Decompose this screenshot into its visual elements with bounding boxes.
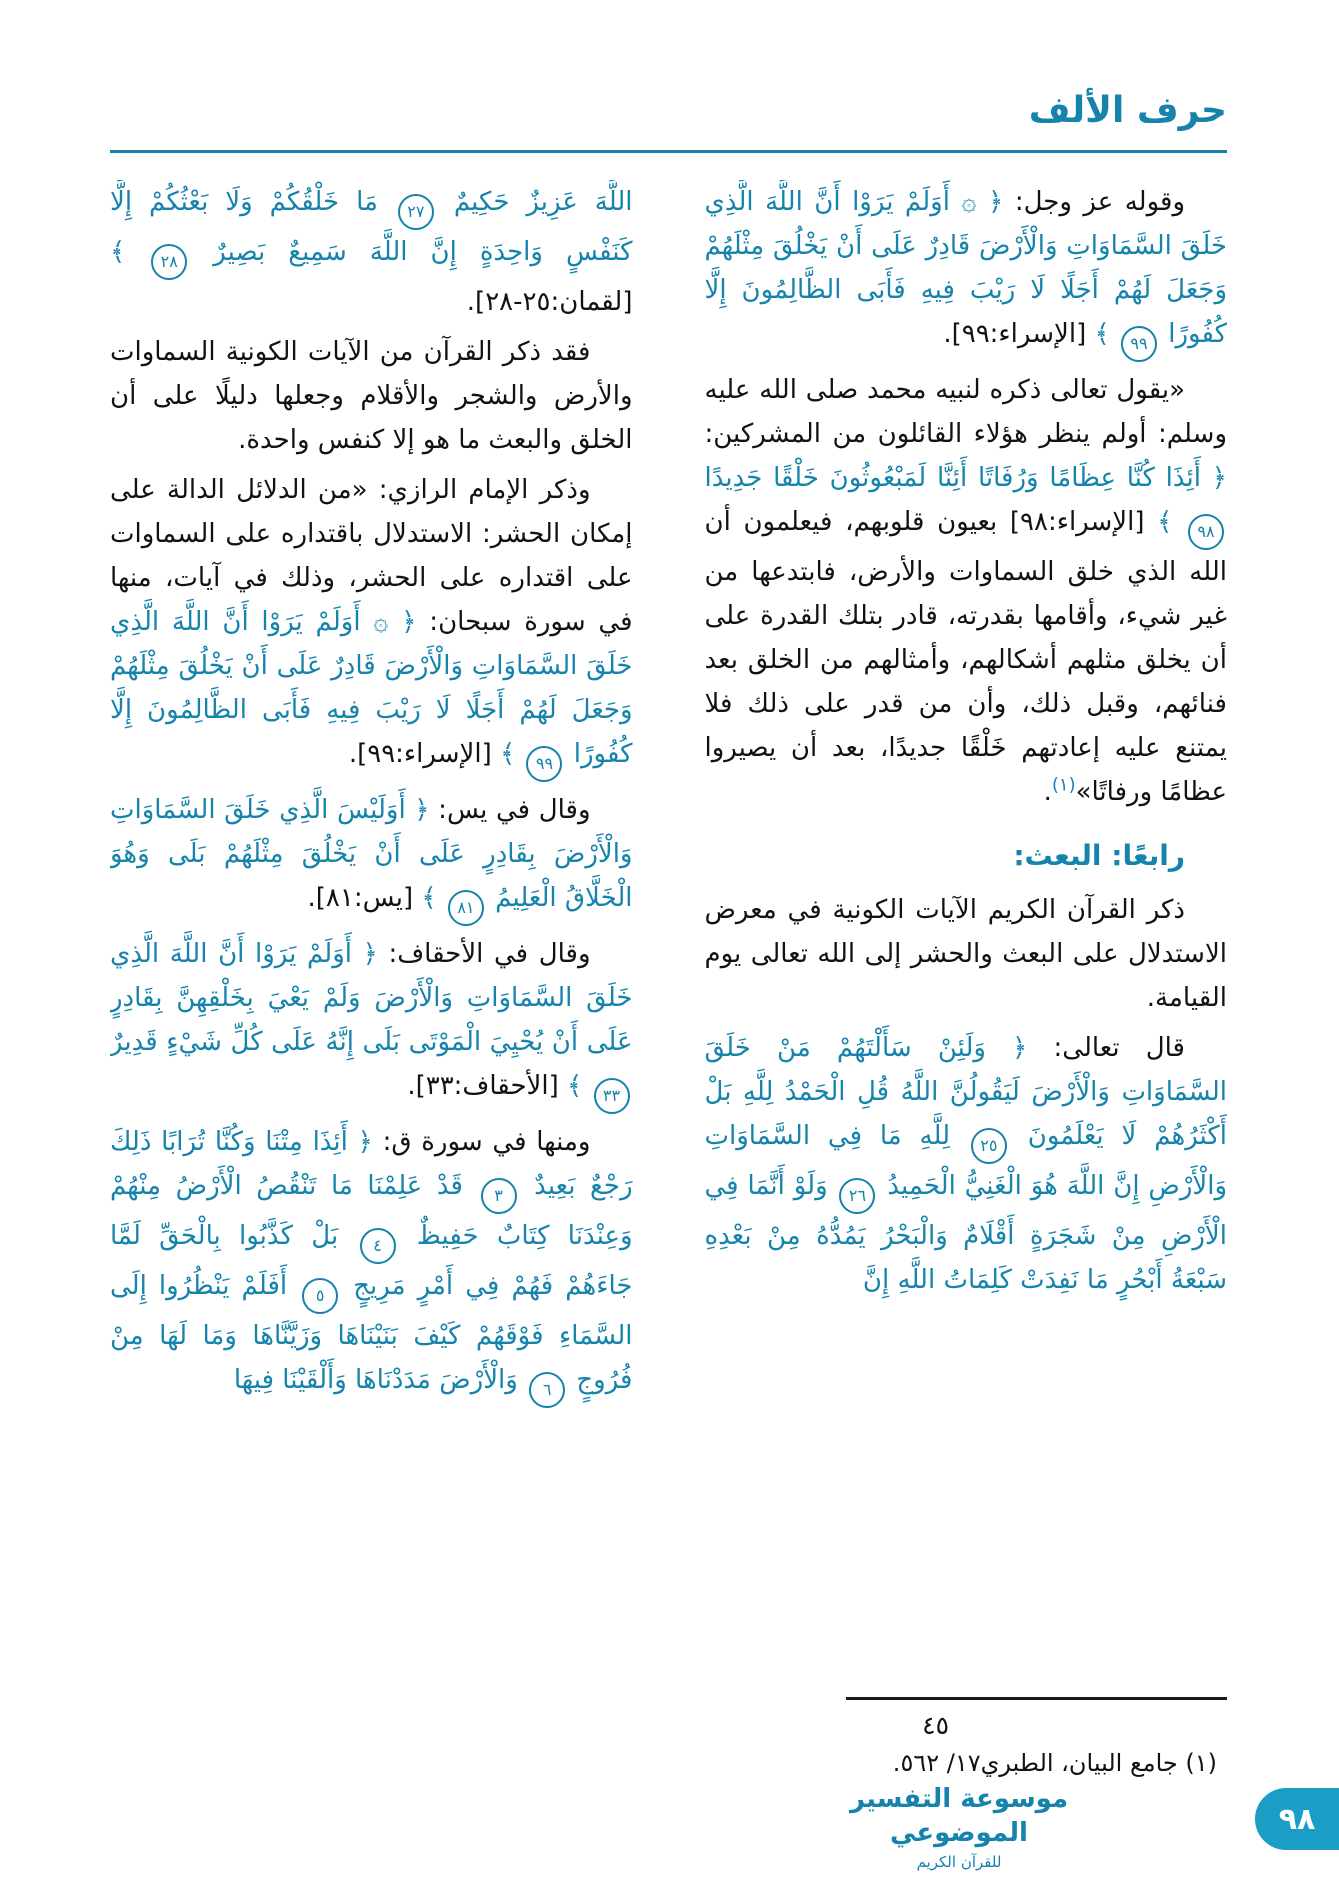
body-text: وقال في الأحقاف: xyxy=(377,939,591,969)
paragraph-yasin-quote xyxy=(110,788,633,926)
paragraph-verse-continuation xyxy=(110,180,633,324)
body-text: فقد ذكر القرآن من الآيات الكونية السماوات والأرض والشجر والأقلام وجعلها دليلًا على أن الخلق والبعث ما هو إلا كنفس واحدة. xyxy=(110,337,633,455)
ayah-number-badge: ٢٧ xyxy=(398,194,434,230)
section-heading-resurrection xyxy=(705,834,1228,878)
content-columns xyxy=(110,180,1227,1782)
body-text: قال تعالى: xyxy=(1027,1033,1185,1063)
chapter-header-title: حرف الألف xyxy=(1028,90,1227,131)
footnote-marker: ٤٥ xyxy=(922,1711,949,1740)
paragraph-tabari-commentary xyxy=(705,368,1228,814)
body-text: وقوله عز وجل: xyxy=(1003,187,1186,217)
ayah-number-badge: ٤ xyxy=(360,1228,396,1264)
paragraph-quote-luqman xyxy=(705,1026,1228,1302)
body-text: [الأحقاف:٣٣]. xyxy=(407,1071,567,1101)
section-heading-text: رابعًا: البعث: xyxy=(1013,839,1185,872)
page-number-tab xyxy=(1255,1788,1339,1850)
quran-verse-text: ﴾ xyxy=(1094,319,1118,349)
body-text: [الإسراء:٩٩]. xyxy=(348,739,500,769)
body-text: «يقول تعالى ذكره لنبيه محمد صلى الله عليه وسلم: أولم ينظر هؤلاء القائلون من المشركين: xyxy=(704,375,1227,449)
quran-verse-text: ﴿ أَئِذَا مِتْنَا وَكُنَّا تُرَابًا ذَلِكَ رَجْعٌ بَعِيدٌ xyxy=(110,1127,633,1201)
quran-verse-text: وَلَوْ أَنَّمَا فِي الْأَرْضِ مِنْ شَجَرَةٍ أَقْلَامٌ وَالْبَحْرُ يَمُدُّهُ مِنْ بَعْدِهِ سَبْعَةُ أَبْحُرٍ مَا نَفِدَتْ كَلِمَاتُ اللَّهِ إِنَّ xyxy=(704,1171,1227,1295)
quran-verse-text: قَدْ عَلِمْنَا مَا تَنْقُصُ الْأَرْضُ مِنْهُمْ وَعِنْدَنَا كِتَابٌ حَفِيظٌ xyxy=(110,1171,633,1251)
body-text: وقال في يس: xyxy=(429,795,591,825)
quran-verse-text: ﴾ xyxy=(421,883,445,913)
body-text: ذكر القرآن الكريم الآيات الكونية في معرض الاستدلال على البعث والحشر إلى الله تعالى يوم القيامة. xyxy=(704,895,1227,1013)
page-number: ٩٨ xyxy=(1278,1801,1316,1837)
quran-verse-text: ﴿ وَلَئِنْ سَأَلْتَهُمْ مَنْ خَلَقَ السَّمَاوَاتِ وَالْأَرْضَ لَيَقُولُنَّ اللَّهُ قُلِ الْحَمْدُ لِلَّهِ بَلْ أَكْثَرُهُمْ لَا يَعْلَمُونَ xyxy=(704,1033,1227,1151)
body-text: [يس:٨١]. xyxy=(307,883,422,913)
paragraph-cosmic-signs xyxy=(110,330,633,462)
ayah-number-badge: ٢٥ xyxy=(971,1128,1007,1164)
footnote-rule xyxy=(846,1697,1227,1700)
quran-verse-text: ﴿ ۞ أَوَلَمْ يَرَوْا أَنَّ اللَّهَ الَّذِي خَلَقَ السَّمَاوَاتِ وَالْأَرْضَ قَادِرٌ عَلَى أَنْ يَخْلُقَ مِثْلَهُمْ وَجَعَلَ لَهُمْ أَجَلًا لَا رَيْبَ فِيهِ فَأَبَى الظَّالِمُونَ إِلَّا كُفُورًا xyxy=(110,607,633,769)
ayah-number-badge: ٨١ xyxy=(448,890,484,926)
column-right xyxy=(705,180,1228,1782)
paragraph-quote-isra99 xyxy=(705,180,1228,362)
ayah-number-badge: ٩٩ xyxy=(526,746,562,782)
header-rule xyxy=(110,150,1227,153)
quran-verse-text: ﴾ xyxy=(499,739,524,769)
paragraph-intro-resurrection xyxy=(705,888,1228,1020)
publisher-logo-title: موسوعة التفسير الموضوعي xyxy=(849,1784,1069,1848)
body-text: [لقمان:٢٥-٢٨]. xyxy=(466,287,633,317)
paragraph-ahqaf-quote xyxy=(110,932,633,1114)
paragraph-qaf-quote xyxy=(110,1120,633,1408)
body-text: [الإسراء:٩٩]. xyxy=(943,319,1095,349)
ayah-number-badge: ٥ xyxy=(302,1278,338,1314)
quran-verse-text: وَالْأَرْضَ مَدَدْنَاهَا وَأَلْقَيْنَا فِيهَا xyxy=(233,1365,527,1395)
quran-verse-text: ﴾ xyxy=(110,237,149,267)
quran-verse-text: لِلَّهِ مَا فِي السَّمَاوَاتِ وَالْأَرْضِ إِنَّ اللَّهَ هُوَ الْغَنِيُّ الْحَمِيدُ xyxy=(704,1121,1227,1201)
quran-verse-text: بَلْ كَذَّبُوا بِالْحَقِّ لَمَّا جَاءَهُمْ فَهُمْ فِي أَمْرٍ مَرِيجٍ xyxy=(110,1221,633,1301)
paragraph-razi-quote xyxy=(110,468,633,782)
quran-verse-text: أَفَلَمْ يَنْظُرُوا إِلَى السَّمَاءِ فَوْقَهُمْ كَيْفَ بَنَيْنَاهَا وَزَيَّنَّاهَا وَمَا لَهَا مِنْ فُرُوجٍ xyxy=(110,1271,633,1395)
ayah-number-badge: ٦ xyxy=(529,1372,565,1408)
footnote-reference: (١) xyxy=(1051,774,1076,796)
column-left xyxy=(110,180,633,1782)
quran-verse-text: اللَّهَ عَزِيزٌ حَكِيمٌ xyxy=(436,187,633,217)
ayah-number-badge: ٩٨ xyxy=(1188,514,1224,550)
ayah-number-badge: ٩٩ xyxy=(1121,326,1157,362)
ayah-number-badge: ٣ xyxy=(481,1178,517,1214)
body-text: [الإسراء:٩٨] بعيون قلوبهم، فيعلمون أن الله الذي خلق السماوات والأرض، فابتدعها من غير شيء، وأقامها بقدرته، قادر بتلك القدرة على أن يخلق مثلهم أشكالهم، وأمثالهم من الخلق بعد فنائهم، وقبل ذلك، وأن من قدر على ذلك فلا يمتنع عليه إعادتهم خَلْقًا جديدًا، بعد أن يصيروا عظامًا ورفاتًا» xyxy=(704,507,1227,807)
quran-verse-text: ﴿ أَئِذَا كُنَّا عِظَامًا وَرُفَاتًا أَئِنَّا لَمَبْعُوثُونَ خَلْقًا جَدِيدًا xyxy=(704,463,1227,493)
footnote-text: (١) جامع البيان، الطبري١٧/ ٥٦٢. xyxy=(892,1749,1217,1777)
quran-verse-text: ﴿ أَوَلَيْسَ الَّذِي خَلَقَ السَّمَاوَاتِ وَالْأَرْضَ بِقَادِرٍ عَلَى أَنْ يَخْلُقَ مِثْلَهُمْ بَلَى وَهُوَ الْخَلَّاقُ الْعَلِيمُ xyxy=(110,795,633,913)
body-text: . xyxy=(1043,777,1052,807)
quran-verse-text: ﴾ xyxy=(1157,507,1185,537)
publisher-logo xyxy=(841,1782,1077,1872)
ayah-number-badge: ٢٦ xyxy=(839,1178,875,1214)
body-text: ومنها في سورة ق: xyxy=(372,1127,591,1157)
quran-verse-text: ﴿ أَوَلَمْ يَرَوْا أَنَّ اللَّهَ الَّذِي خَلَقَ السَّمَاوَاتِ وَالْأَرْضَ وَلَمْ يَعْيَ بِخَلْقِهِنَّ بِقَادِرٍ عَلَى أَنْ يُحْيِيَ الْمَوْتَى بَلَى إِنَّهُ عَلَى كُلِّ شَيْءٍ قَدِيرٌ xyxy=(110,939,633,1057)
quran-verse-text: ﴿ ۞ أَوَلَمْ يَرَوْا أَنَّ اللَّهَ الَّذِي خَلَقَ السَّمَاوَاتِ وَالْأَرْضَ قَادِرٌ عَلَى أَنْ يَخْلُقَ مِثْلَهُمْ وَجَعَلَ لَهُمْ أَجَلًا لَا رَيْبَ فِيهِ فَأَبَى الظَّالِمُونَ إِلَّا كُفُورًا xyxy=(704,187,1227,349)
quran-verse-text: مَا خَلْقُكُمْ وَلَا بَعْثُكُمْ إِلَّا كَنَفْسٍ وَاحِدَةٍ إِنَّ اللَّهَ سَمِيعٌ بَصِيرٌ xyxy=(110,187,633,267)
footnote-area xyxy=(705,1689,1228,1782)
ayah-number-badge: ٢٨ xyxy=(151,244,187,280)
body-text: وذكر الإمام الرازي: «من الدلائل الدالة على إمكان الحشر: الاستدلال باقتداره على السماوات على اقتداره على الحشر، وذلك في آيات، منها في سورة سبحان: xyxy=(110,475,633,637)
ayah-number-badge: ٣٣ xyxy=(594,1078,630,1114)
quran-verse-text: ﴾ xyxy=(567,1071,591,1101)
publisher-logo-subtitle: للقرآن الكريم xyxy=(916,1853,1002,1871)
